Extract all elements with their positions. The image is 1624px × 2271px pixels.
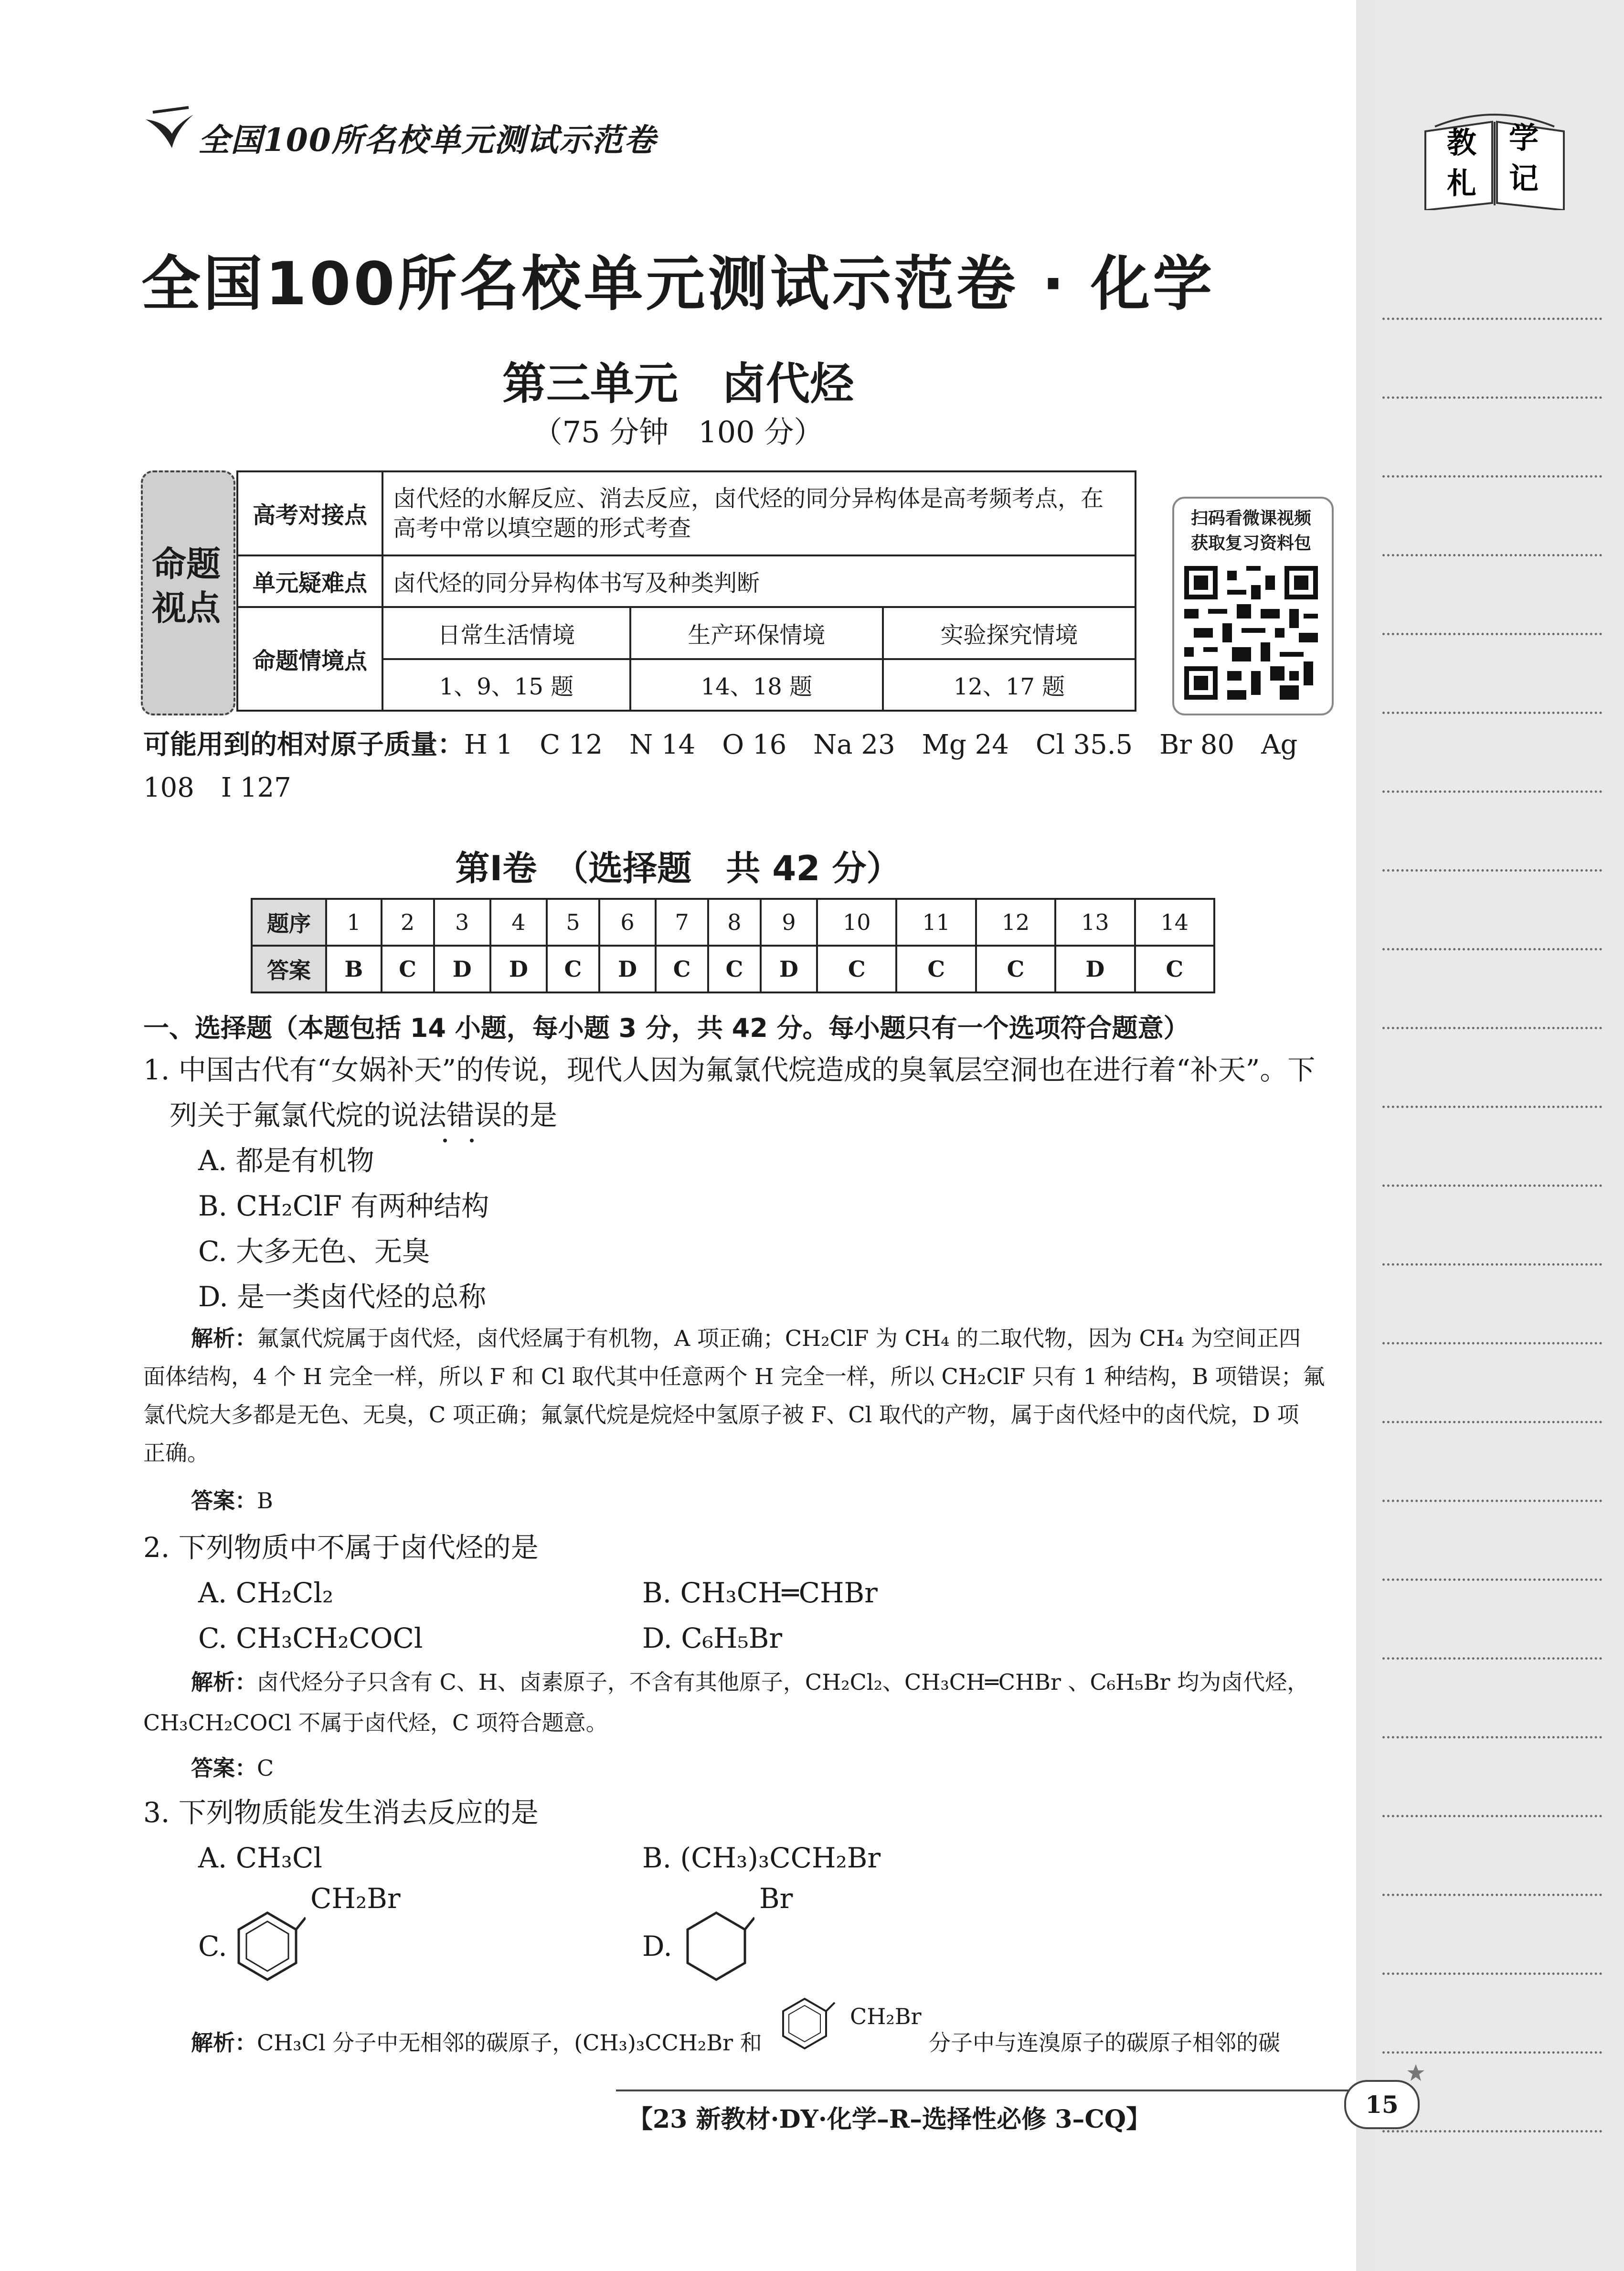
- q2-option-a: A. CH₂Cl₂: [198, 1577, 334, 1609]
- q2-answer: [191, 1753, 274, 1783]
- q3-stem: 3. 下列物质能发生消去反应的是: [143, 1796, 539, 1829]
- star-icon: [1406, 2063, 1425, 2082]
- info-table: [236, 470, 1136, 712]
- scenario-value: 14、18 题: [630, 659, 883, 711]
- q3-explanation-substituent: CH₂Br: [850, 2004, 922, 2029]
- answer-value: C: [896, 946, 976, 992]
- qr-caption: [1172, 506, 1330, 556]
- scenario-value: 12、17 题: [883, 659, 1136, 711]
- answer-value: C: [656, 946, 708, 992]
- atomic-label: 可能用到的相对原子质量：: [143, 729, 464, 760]
- question-number: 4: [490, 899, 547, 946]
- question-number: 9: [761, 899, 817, 946]
- answer-value: D: [761, 946, 817, 992]
- q2-option-c: C. CH₃CH₂COCl: [198, 1622, 423, 1654]
- question-number: 3: [434, 899, 490, 946]
- q2-option-b: B. CH₃CH═CHBr: [642, 1577, 878, 1609]
- brand-text: 全国100所名校单元测试示范卷: [198, 121, 657, 159]
- answer-value: C: [547, 946, 599, 992]
- explanation-text: 卤代烃分子只含有 C、H、卤素原子，不含有其他原子，CH₂Cl₂、CH₃CH═CHBr 、C₆H₅Br 均为卤代烃，: [257, 1669, 1309, 1695]
- answer-table-label: 题序: [252, 899, 326, 946]
- answer-table-row-answers: [252, 946, 1214, 992]
- info-label: 命题情境点: [237, 607, 382, 711]
- notebook-icon: [1416, 103, 1573, 210]
- question-number: 6: [599, 899, 656, 946]
- note-line: [1382, 1106, 1602, 1108]
- atomic-masses: [143, 724, 1323, 810]
- note-line: [1382, 475, 1602, 478]
- note-line: [1382, 554, 1602, 556]
- q3-option-d-substituent: Br: [759, 1882, 793, 1915]
- answer-value: C: [708, 946, 761, 992]
- scenario-header: 日常生活情境: [382, 607, 630, 659]
- emphasis-dots: [435, 1136, 482, 1141]
- note-line: [1382, 2130, 1602, 2132]
- explanation-line: [191, 1323, 1327, 1354]
- answer-text: B: [257, 1488, 273, 1514]
- notebook-char-2: 学: [1509, 120, 1539, 155]
- answer-value: D: [490, 946, 547, 992]
- note-line: [1382, 1342, 1602, 1344]
- q1-stem-line1: 1. 中国古代有“女娲补天”的传说，现代人因为氟氯代烷造成的臭氧层空洞也在进行着“补天”。下: [143, 1054, 1316, 1086]
- q3-explanation-cont: 分子中与连溴原子的碳原子相邻的碳: [929, 2030, 1280, 2056]
- note-line: [1382, 712, 1602, 714]
- note-line: [1382, 1027, 1602, 1029]
- page-title: 全国100所名校单元测试示范卷 · 化学: [141, 250, 1215, 319]
- explanation-label: 解析：: [191, 1669, 257, 1695]
- unit-title: 第三单元 卤代烃: [502, 358, 854, 409]
- question-number: 2: [382, 899, 434, 946]
- note-line: [1382, 318, 1602, 320]
- benzene-inline-icon: [778, 1994, 836, 2056]
- question-number: 13: [1055, 899, 1135, 946]
- answer-value: D: [599, 946, 656, 992]
- q3-option-b: B. (CH₃)₃CCH₂Br: [642, 1842, 881, 1874]
- note-line: [1382, 1657, 1602, 1660]
- answer-value: C: [976, 946, 1055, 992]
- explanation-text: CH₃Cl 分子中无相邻的碳原子，(CH₃)₃CCH₂Br 和: [257, 2030, 762, 2056]
- note-line: [1382, 396, 1602, 399]
- answer-text: C: [257, 1755, 274, 1781]
- question-number: 1: [326, 899, 382, 946]
- info-row: [237, 607, 1136, 659]
- q3-option-c-substituent: CH₂Br: [310, 1882, 401, 1915]
- note-line: [1382, 1894, 1602, 1896]
- note-line: [1382, 1263, 1602, 1266]
- answer-label: 答案：: [191, 1488, 257, 1514]
- q1-option-d: D. 是一类卤代烃的总称: [198, 1280, 487, 1313]
- note-line: [1382, 1736, 1602, 1738]
- note-line: [1382, 948, 1602, 950]
- q3-explanation: [191, 2027, 762, 2058]
- explanation-line: 面体结构，4 个 H 完全一样，所以 F 和 Cl 取代其中任意两个 H 完全一样，所以 CH₂ClF 只有 1 种结构，B 项错误；氟: [143, 1364, 1325, 1389]
- footer-code: 【23 新教材·DY·化学–R–选择性必修 3–CQ】: [628, 2105, 1151, 2134]
- info-row: [237, 555, 1136, 607]
- q1-option-b: B. CH₂ClF 有两种结构: [198, 1190, 489, 1222]
- notebook-char-1: 教: [1447, 125, 1477, 160]
- note-line: [1382, 1184, 1602, 1187]
- note-line: [1382, 790, 1602, 793]
- qr-caption-line: 扫码看微课视频: [1190, 509, 1311, 528]
- explanation-line: CH₃CH₂COCl 不属于卤代烃，C 项符合题意。: [143, 1710, 608, 1736]
- note-line: [1382, 2051, 1602, 2054]
- info-value: 卤代烃的同分异构体书写及种类判断: [382, 555, 1136, 607]
- question-number: 10: [817, 899, 896, 946]
- notebook-char-3: 札: [1447, 166, 1477, 201]
- benzene-ring-icon: [229, 1903, 306, 1987]
- q1-stem-line2: 列关于氟氯代烷的说法错误的是: [170, 1099, 558, 1131]
- note-line: [1382, 1815, 1602, 1817]
- explanation-label: 解析：: [191, 1325, 257, 1351]
- note-line: [1382, 633, 1602, 635]
- margin-strip-inner: [1375, 0, 1624, 2271]
- section-title: 第Ⅰ卷 （选择题 共 42 分）: [455, 848, 901, 888]
- question-number: 5: [547, 899, 599, 946]
- answer-value: D: [1055, 946, 1135, 992]
- note-line: [1382, 1421, 1602, 1423]
- explanation-line: 氯代烷大多都是无色、无臭，C 项正确；氟氯代烷是烷烃中氢原子被 F、Cl 取代的产物，属于卤代烃中的卤代烷，D 项: [143, 1402, 1299, 1428]
- q3-option-a: A. CH₃Cl: [198, 1842, 322, 1874]
- answer-table-label: 答案: [252, 946, 326, 992]
- qr-code-icon[interactable]: [1184, 566, 1318, 700]
- question-number: 12: [976, 899, 1055, 946]
- section-instructions: 一、选择题（本题包括 14 小题，每小题 3 分，共 42 分。每小题只有一个选项符合题意）: [143, 1013, 1189, 1043]
- footer-rule: [616, 2090, 1399, 2091]
- emphasis-dots-icon: [435, 1138, 482, 1143]
- answer-value: C: [382, 946, 434, 992]
- q2-stem: 2. 下列物质中不属于卤代烃的是: [143, 1531, 539, 1564]
- explanation-line: 正确。: [143, 1440, 209, 1466]
- question-number: 11: [896, 899, 976, 946]
- scenario-header: 实验探究情境: [883, 607, 1136, 659]
- note-line: [1382, 1500, 1602, 1502]
- answer-value: D: [434, 946, 490, 992]
- question-number: 8: [708, 899, 761, 946]
- side-badge-label: 命题视点: [151, 544, 221, 628]
- q2-option-d: D. C₆H₅Br: [642, 1622, 783, 1654]
- info-label: 高考对接点: [237, 471, 382, 555]
- brand-book-icon: [143, 105, 196, 153]
- cyclohexane-ring-icon: [678, 1903, 754, 1987]
- q1-explanation: [191, 1323, 1327, 1354]
- note-line: [1382, 869, 1602, 872]
- time-score: （75 分钟 100 分）: [532, 415, 824, 449]
- explanation-text: 氟氯代烷属于卤代烃，卤代烃属于有机物，A 项正确；CH₂ClF 为 CH₄ 的二取代物，因为 CH₄ 为空间正四: [257, 1325, 1301, 1351]
- explanation-label: 解析：: [191, 2030, 257, 2056]
- notebook-char-4: 记: [1509, 161, 1539, 196]
- answer-table: [251, 898, 1215, 993]
- note-line: [1382, 1972, 1602, 1975]
- q3-option-c: C.: [198, 1930, 227, 1962]
- q1-answer: [191, 1485, 273, 1516]
- q1-option-c: C. 大多无色、无臭: [198, 1235, 430, 1268]
- answer-table-row-numbers: [252, 899, 1214, 946]
- qr-caption-line: 获取复习资料包: [1190, 533, 1311, 553]
- side-badge-text: [141, 542, 232, 630]
- scenario-value: 1、9、15 题: [382, 659, 630, 711]
- note-line: [1382, 1578, 1602, 1581]
- answer-value: B: [326, 946, 382, 992]
- info-value: 卤代烃的水解反应、消去反应，卤代烃的同分异构体是高考频考点，在高考中常以填空题的形式考查: [382, 471, 1136, 555]
- question-number: 14: [1135, 899, 1215, 946]
- info-label: 单元疑难点: [237, 555, 382, 607]
- answer-label: 答案：: [191, 1755, 257, 1781]
- q3-option-d: D.: [642, 1930, 672, 1962]
- question-number: 7: [656, 899, 708, 946]
- atomic-values: H 1 C 12 N 14 O 16 Na 23 Mg 24 Cl 35.5 Br 80 Ag 108 I 127: [143, 729, 1298, 803]
- q2-explanation: [191, 1667, 1309, 1697]
- info-row: [237, 471, 1136, 555]
- page-number: 15: [1344, 2080, 1420, 2129]
- answer-value: C: [1135, 946, 1215, 992]
- scenario-header: 生产环保情境: [630, 607, 883, 659]
- q1-option-a: A. 都是有机物: [198, 1144, 374, 1177]
- answer-value: C: [817, 946, 896, 992]
